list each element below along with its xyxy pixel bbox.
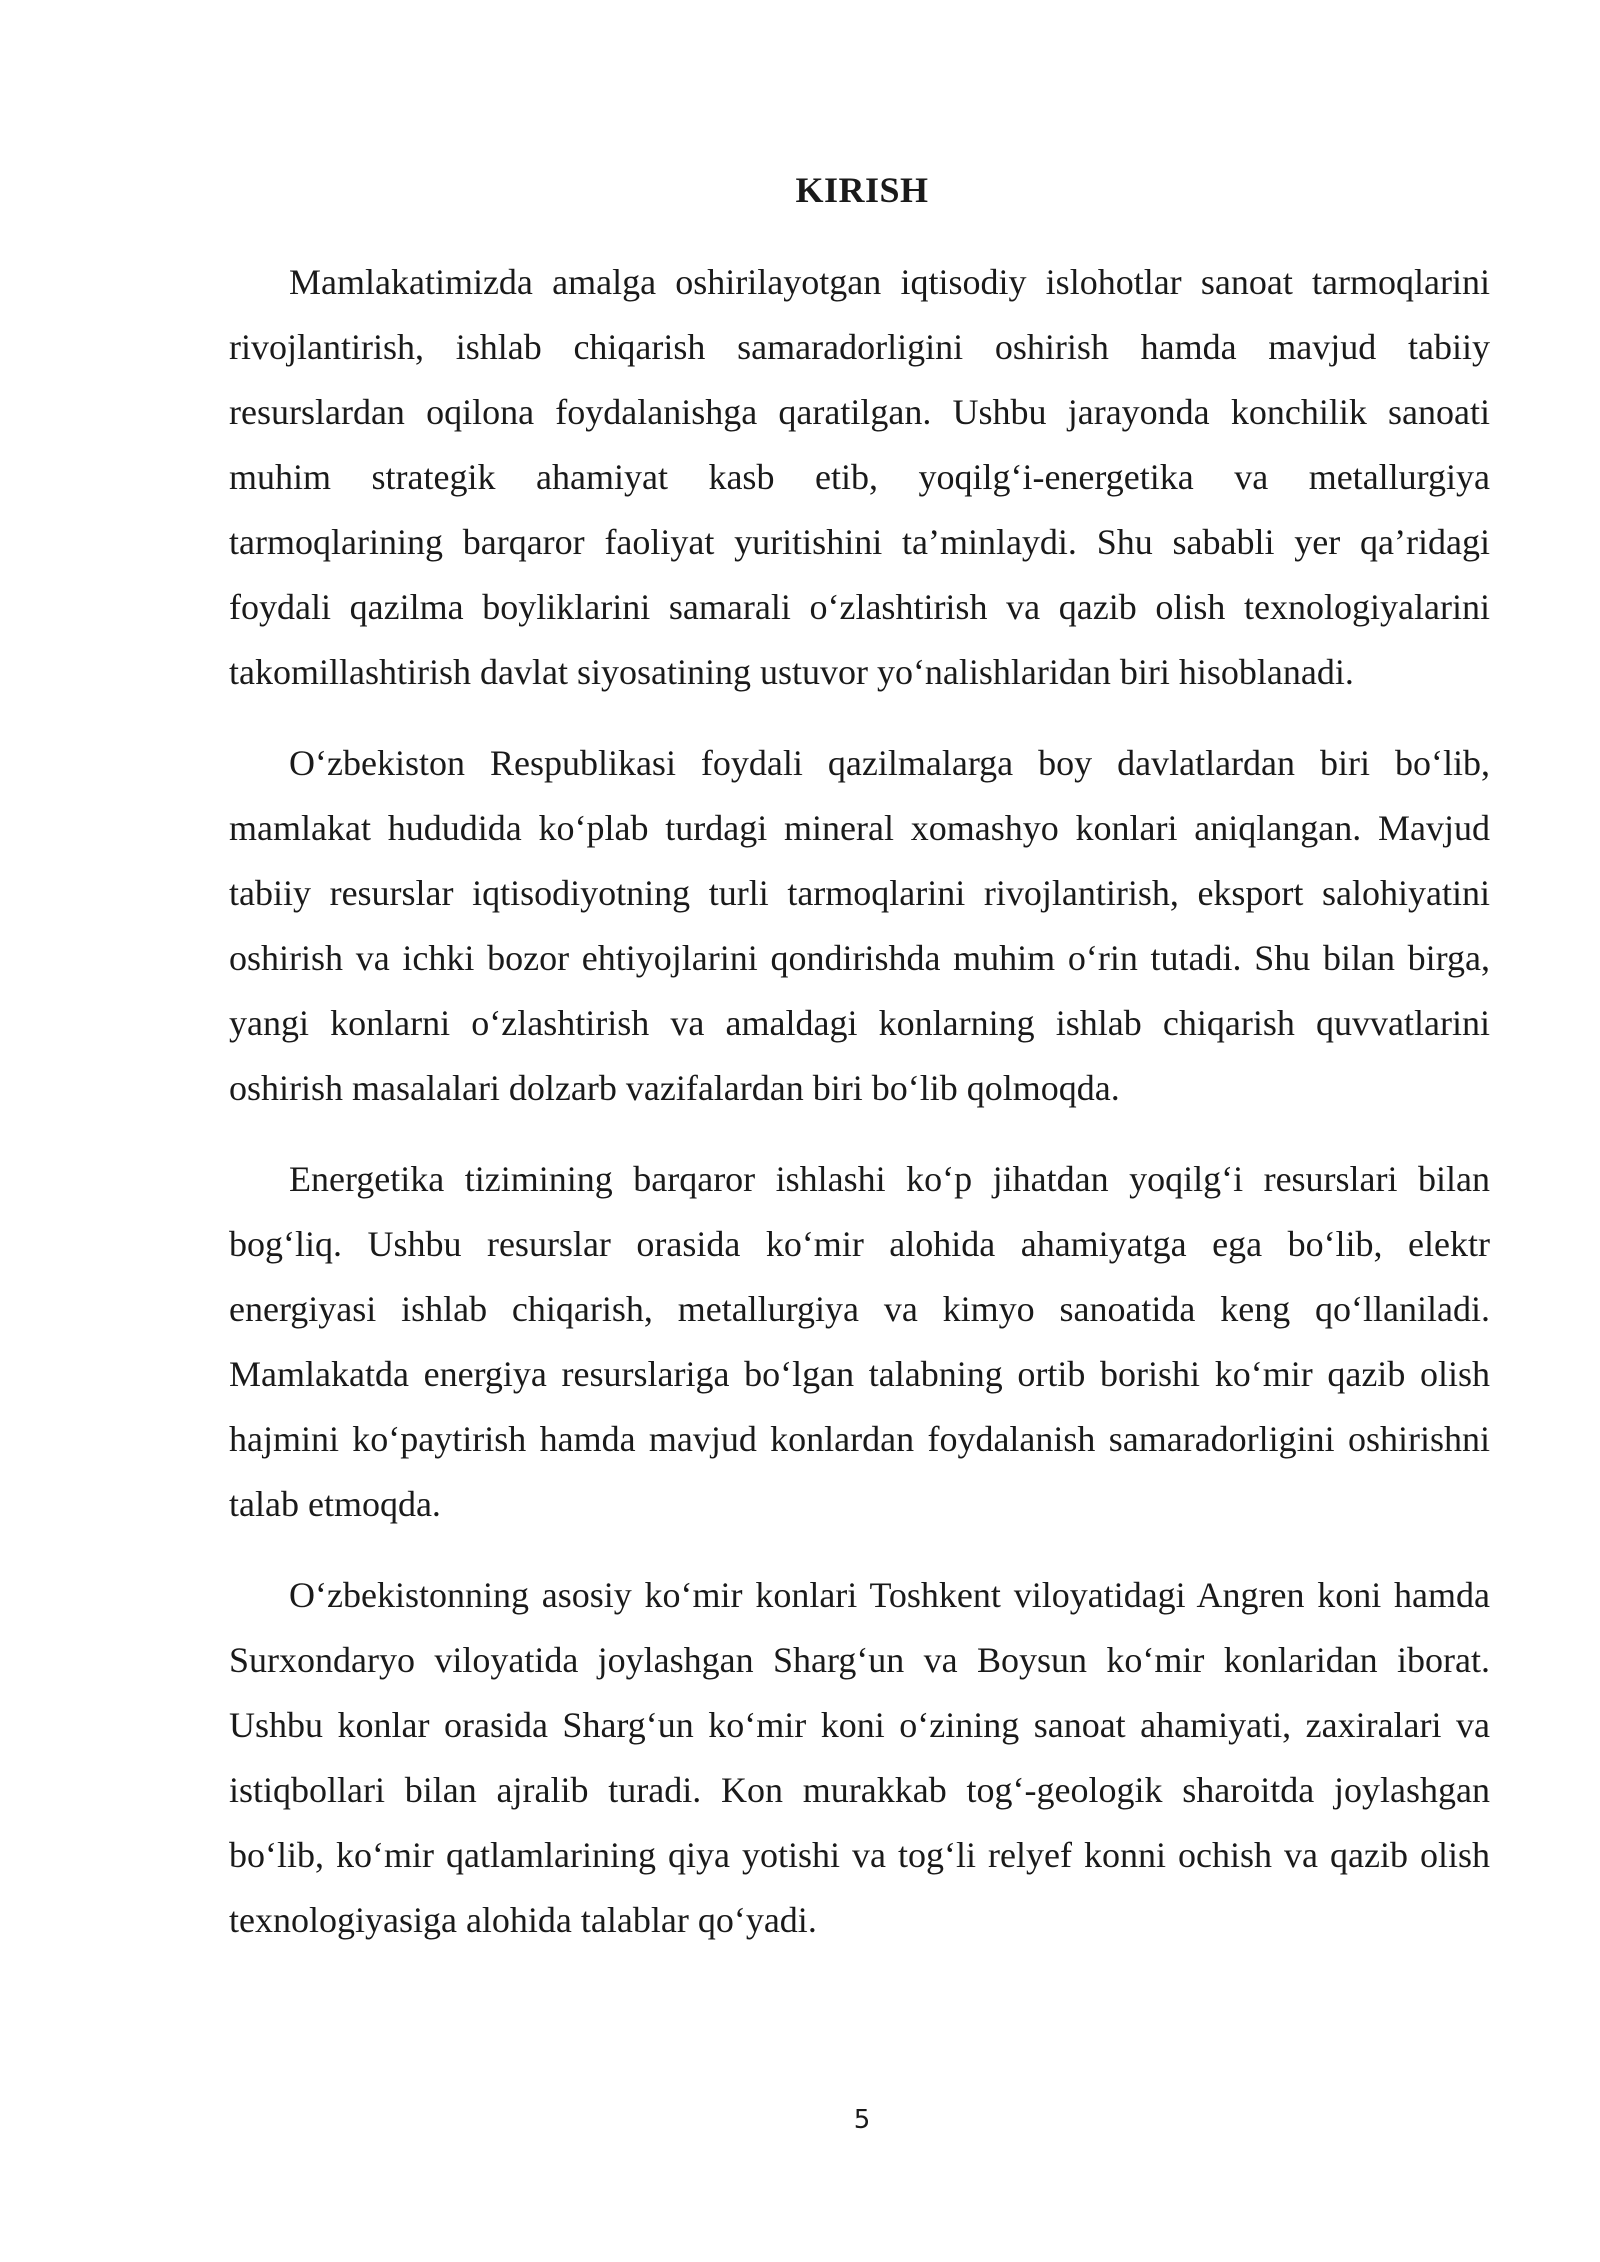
page-number: 5 (853, 2105, 871, 2135)
paragraph-3: Energetika tizimining barqaror ishlashi ko‘p jihatdan yoqilg‘i resurslari bilan bog‘liq. Ushbu resurslar orasida ko‘mir alohida ahamiyatga ega bo‘lib, elektr energiyasi ishlab chiqarish, metallurgiya va kimyo sanoatida keng qo‘llaniladi. Mamlakatda energiya resurslariga bo‘lgan talabning ortib borishi ko‘mir qazib olish hajmini ko‘paytirish hamda mavjud konlardan foydalanish samaradorligini oshirishni talab etmoqda. (229, 1159, 1490, 1524)
body-text (229, 250, 1490, 1979)
paragraph-1: Mamlakatimizda amalga oshirilayotgan iqtisodiy islohotlar sanoat tarmoqlarini rivojlantirish, ishlab chiqarish samaradorligini oshirish hamda mavjud tabiiy resurslardan oqilona foydalanishga qaratilgan. Ushbu jarayonda konchilik sanoati muhim strategik ahamiyat kasb etib, yoqilg‘i-energetika va metallurgiya tarmoqlarining barqaror faoliyat yuritishini ta’minlaydi. Shu sababli yer qa’ridagi foydali qazilma boyliklarini samarali o‘zlashtirish va qazib olish texnologiyalarini takomillashtirish davlat siyosatining ustuvor yo‘nalishlaridan biri hisoblanadi. (229, 262, 1490, 692)
paragraph-2: O‘zbekiston Respublikasi foydali qazilmalarga boy davlatlardan biri bo‘lib, mamlakat hududida ko‘plab turdagi mineral xomashyo konlari aniqlangan. Mavjud tabiiy resurslar iqtisodiyotning turli tarmoqlarini rivojlantirish, eksport salohiyatini oshirish va ichki bozor ehtiyojlarini qondirishda muhim o‘rin tutadi. Shu bilan birga, yangi konlarni o‘zlashtirish va amaldagi konlarning ishlab chiqarish quvvatlarini oshirish masalalari dolzarb vazifalardan biri bo‘lib qolmoqda. (229, 743, 1490, 1108)
paragraph-4: O‘zbekistonning asosiy ko‘mir konlari Toshkent viloyatidagi Angren koni hamda Surxondaryo viloyatida joylashgan Sharg‘un va Boysun ko‘mir konlaridan iborat. Ushbu konlar orasida Sharg‘un ko‘mir koni o‘zining sanoat ahamiyati, zaxiralari va istiqbollari bilan ajralib turadi. Kon murakkab tog‘-geologik sharoitda joylashgan bo‘lib, ko‘mir qatlamlarining qiya yotishi va tog‘li relyef konni ochish va qazib olish texnologiyasiga alohida talablar qo‘yadi. (229, 1575, 1490, 1940)
section-heading: KIRISH (795, 170, 929, 210)
